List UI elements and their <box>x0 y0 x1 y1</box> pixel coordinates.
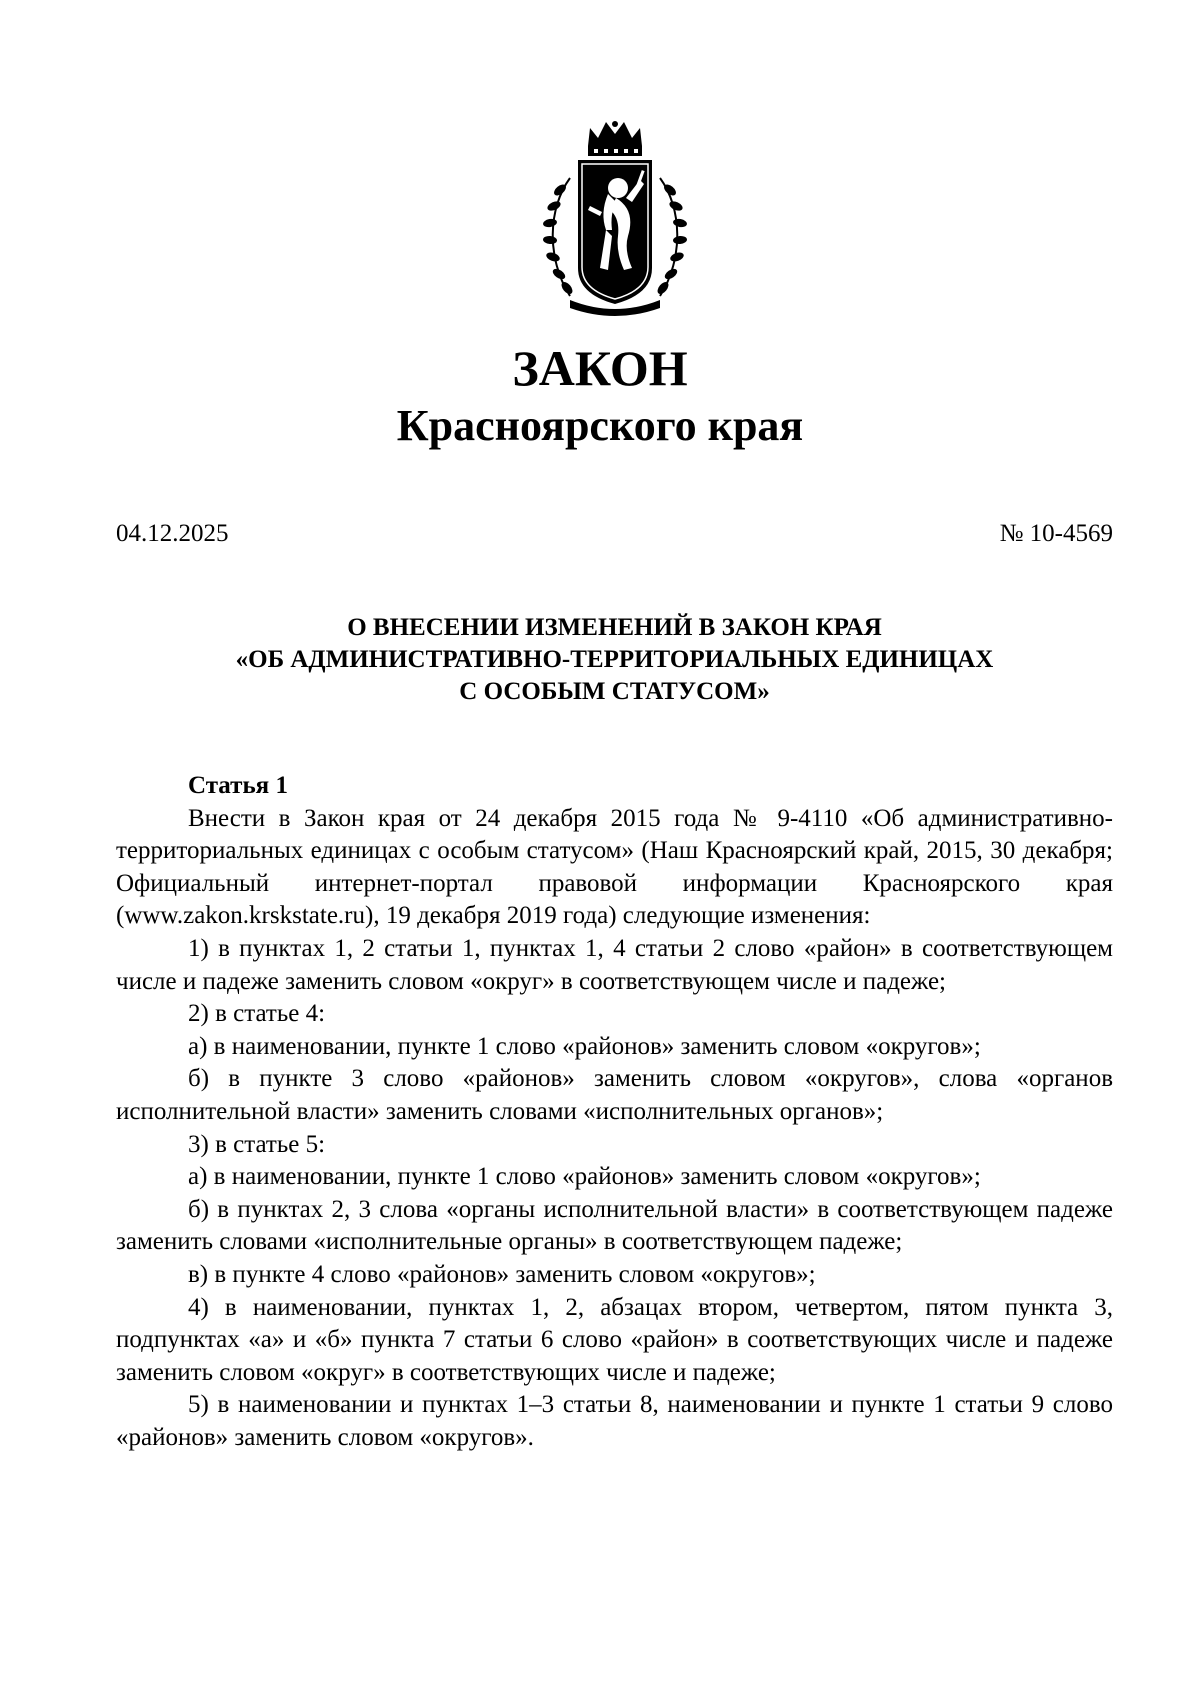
document-title: ЗАКОН <box>512 340 688 396</box>
paragraph: Внести в Закон края от 24 декабря 2015 года № 9-4110 «Об административно-территориальных единицах с особым статусом» (Наш Красноярский край, 2015, 30 декабря; Официальный интернет-портал правовой информации Красноярского края (www.zakon.krskstate.ru), 19 декабря 2019 года) следующие изменения: <box>116 804 1113 930</box>
heading-line: О ВНЕСЕНИИ ИЗМЕНЕНИЙ В ЗАКОН КРАЯ <box>347 614 882 641</box>
article-title: Статья 1 <box>188 772 288 799</box>
heading-line: «ОБ АДМИНИСТРАТИВНО-ТЕРРИТОРИАЛЬНЫХ ЕДИНИЦАХ <box>235 646 994 673</box>
paragraph: б) в пунктах 2, 3 слова «органы исполнительной власти» в соответствующем падеже заменить словами «исполнительные органы» в соответствующем падеже; <box>116 1195 1113 1256</box>
document-date: 04.12.2025 <box>116 520 229 547</box>
krasnoyarsk-coat-of-arms-icon <box>540 118 690 318</box>
document-meta <box>116 518 1113 550</box>
document-number: № 10-4569 <box>999 520 1113 547</box>
paragraph: 4) в наименовании, пунктах 1, 2, абзацах втором, четвертом, пятом пункта 3, подпунктах «а» и «б» пункта 7 статьи 6 слово «район» в соответствующих числе и падеже заменить словом «округ» в соответствующих числе и падеже; <box>116 1293 1113 1386</box>
paragraph: в) в пункте 4 слово «районов» заменить словом «округов»; <box>188 1260 816 1288</box>
heading-line: С ОСОБЫМ СТАТУСОМ» <box>459 678 770 705</box>
paragraph: 2) в статье 4: <box>188 1000 326 1028</box>
paragraph: а) в наименовании, пункте 1 слово «районов» заменить словом «округов»; <box>188 1032 981 1060</box>
paragraph: 3) в статье 5: <box>188 1130 326 1158</box>
paragraph: 1) в пунктах 1, 2 статьи 1, пунктах 1, 4 статьи 2 слово «район» в соответствующем числе и падеже заменить словом «округ» в соответствующем числе и падеже; <box>116 934 1113 995</box>
paragraph: а) в наименовании, пункте 1 слово «районов» заменить словом «округов»; <box>188 1163 981 1191</box>
paragraph: 5) в наименовании и пунктах 1–3 статьи 8, наименовании и пункте 1 статьи 9 слово «районов» заменить словом «округов». <box>116 1391 1113 1451</box>
document-body <box>116 770 1113 1454</box>
document-subtitle: Красноярского края <box>396 401 804 450</box>
document-heading <box>116 612 1113 708</box>
paragraph: б) в пункте 3 слово «районов» заменить словом «округов», слова «органов исполнительной власти» заменить словами «исполнительных органов»; <box>116 1065 1113 1125</box>
